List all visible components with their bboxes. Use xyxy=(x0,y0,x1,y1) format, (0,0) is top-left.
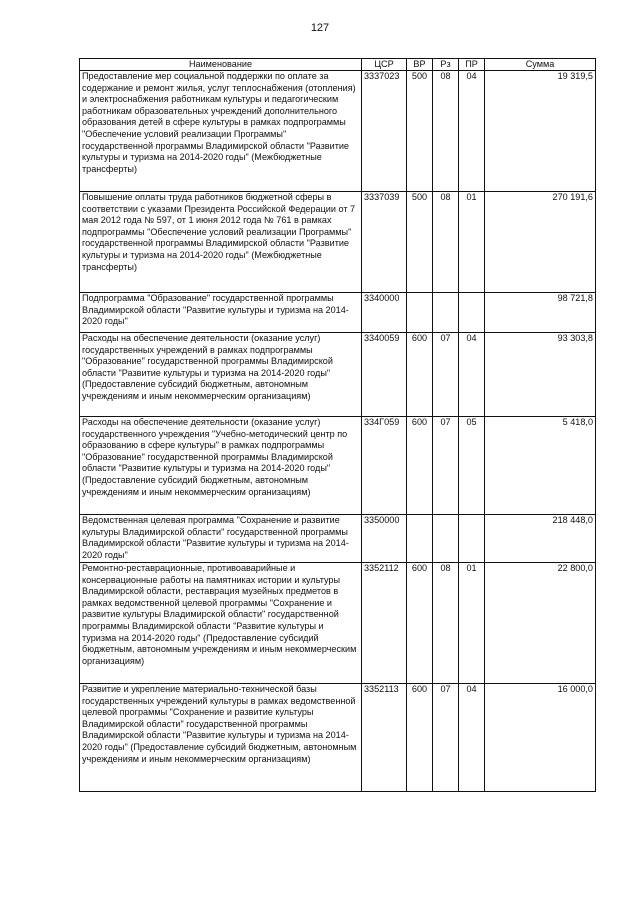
row-sum: 5 418,0 xyxy=(485,417,596,515)
row-rz xyxy=(433,515,459,563)
budget-table xyxy=(79,58,596,792)
row-sum: 93 303,8 xyxy=(485,333,596,417)
row-rz: 08 xyxy=(433,192,459,293)
row-name: Повышение оплаты труда работников бюджетной сферы в соответствии с указами Президента Российской Федерации от 7 мая 2012 года № 597, от 1 июня 2012 года № 761 в рамках подпрограммы "Обеспечение условий реализации Программы" государственной программы Владимирской области "Развитие культуры и туризма на 2014-2020 годы" (Межбюджетные трансферты) xyxy=(80,192,362,293)
row-vr: 500 xyxy=(407,71,433,192)
table-row xyxy=(80,192,596,293)
row-rz: 08 xyxy=(433,71,459,192)
row-vr xyxy=(407,515,433,563)
row-pr: 01 xyxy=(459,192,485,293)
row-csr: 3350000 xyxy=(362,515,407,563)
row-csr: 3340000 xyxy=(362,293,407,333)
row-csr: 334Г059 xyxy=(362,417,407,515)
row-pr: 05 xyxy=(459,417,485,515)
row-name: Подпрограмма "Образование" государственной программы Владимирской области "Развитие культуры и туризма на 2014-2020 годы" xyxy=(80,293,362,333)
header-pr: ПР xyxy=(459,59,485,71)
row-name: Ведомственная целевая программа "Сохранение и развитие культуры Владимирской области" государственной программы Владимирской области "Развитие культуры и туризма на 2014-2020 годы" xyxy=(80,515,362,563)
table-row xyxy=(80,333,596,417)
header-csr: ЦСР xyxy=(362,59,407,71)
row-name: Развитие и укрепление материально-технической базы государственных учреждений культуры в рамках ведомственной целевой программы "Сохранение и развитие культуры Владимирской области" государственной программы Владимирской области "Развитие культуры и туризма на 2014-2020 годы" (Предоставление субсидий бюджетным, автономным учреждениям и иным некоммерческим организациям) xyxy=(80,684,362,792)
row-sum: 16 000,0 xyxy=(485,684,596,792)
row-pr xyxy=(459,293,485,333)
row-csr: 3352113 xyxy=(362,684,407,792)
row-name: Предоставление мер социальной поддержки по оплате за содержание и ремонт жилья, услуг теплоснабжения (отопления) и электроснабжения работникам культуры и педагогическим работникам образовательных учреждений дополнительного образования детей в сфере культуры в рамках подпрограммы "Обеспечение условий реализации Программы" государственной программы Владимирской области "Развитие культуры и туризма на 2014-2020 годы" (Межбюджетные трансферты) xyxy=(80,71,362,192)
row-pr: 01 xyxy=(459,563,485,684)
row-sum: 218 448,0 xyxy=(485,515,596,563)
row-rz: 07 xyxy=(433,333,459,417)
row-rz xyxy=(433,293,459,333)
header-vr: ВР xyxy=(407,59,433,71)
row-vr: 600 xyxy=(407,563,433,684)
table-row xyxy=(80,293,596,333)
row-sum: 270 191,6 xyxy=(485,192,596,293)
row-vr: 600 xyxy=(407,417,433,515)
row-csr: 3337039 xyxy=(362,192,407,293)
row-vr: 600 xyxy=(407,684,433,792)
row-pr: 04 xyxy=(459,684,485,792)
row-rz: 07 xyxy=(433,684,459,792)
page-number: 127 xyxy=(310,22,330,34)
row-pr: 04 xyxy=(459,333,485,417)
row-pr xyxy=(459,515,485,563)
header-sum: Сумма xyxy=(485,59,596,71)
row-pr: 04 xyxy=(459,71,485,192)
table-header-row xyxy=(80,59,596,71)
row-rz: 08 xyxy=(433,563,459,684)
row-name: Расходы на обеспечение деятельности (оказание услуг) государственных учреждений в рамках подпрограммы "Образование" государственной программы Владимирской области "Развитие культуры и туризма на 2014-2020 годы" (Предоставление субсидий бюджетным, автономным учреждениям и иным некоммерческим организациям) xyxy=(80,333,362,417)
row-rz: 07 xyxy=(433,417,459,515)
row-vr: 600 xyxy=(407,333,433,417)
row-csr: 3337023 xyxy=(362,71,407,192)
table-row xyxy=(80,515,596,563)
row-name: Расходы на обеспечение деятельности (оказание услуг) государственного учреждения "Учебно-методический центр по образованию в сфере культуры" в рамках подпрограммы "Образование" государственной программы Владимирской области "Развитие культуры и туризма на 2014-2020 годы" (Предоставление субсидий бюджетным, автономным учреждениям и иным некоммерческим организациям) xyxy=(80,417,362,515)
header-name: Наименование xyxy=(80,59,362,71)
row-sum: 19 319,5 xyxy=(485,71,596,192)
row-sum: 22 800,0 xyxy=(485,563,596,684)
row-csr: 3340059 xyxy=(362,333,407,417)
table-row xyxy=(80,417,596,515)
table-row xyxy=(80,563,596,684)
row-name: Ремонтно-реставрационные, противоаварийные и консервационные работы на памятниках истории и культуры Владимирской области, реставрация музейных предметов в рамках ведомственной целевой программы "Сохранение и развитие культуры Владимирской области" государственной программы Владимирской области "Развитие культуры и туризма на 2014-2020 годы" (Предоставление субсидий бюджетным, автономным учреждениям и иным некоммерческим организациям) xyxy=(80,563,362,684)
row-sum: 98 721,8 xyxy=(485,293,596,333)
header-rz: Рз xyxy=(433,59,459,71)
table-row xyxy=(80,684,596,792)
row-vr: 500 xyxy=(407,192,433,293)
row-csr: 3352112 xyxy=(362,563,407,684)
table-row xyxy=(80,71,596,192)
row-vr xyxy=(407,293,433,333)
